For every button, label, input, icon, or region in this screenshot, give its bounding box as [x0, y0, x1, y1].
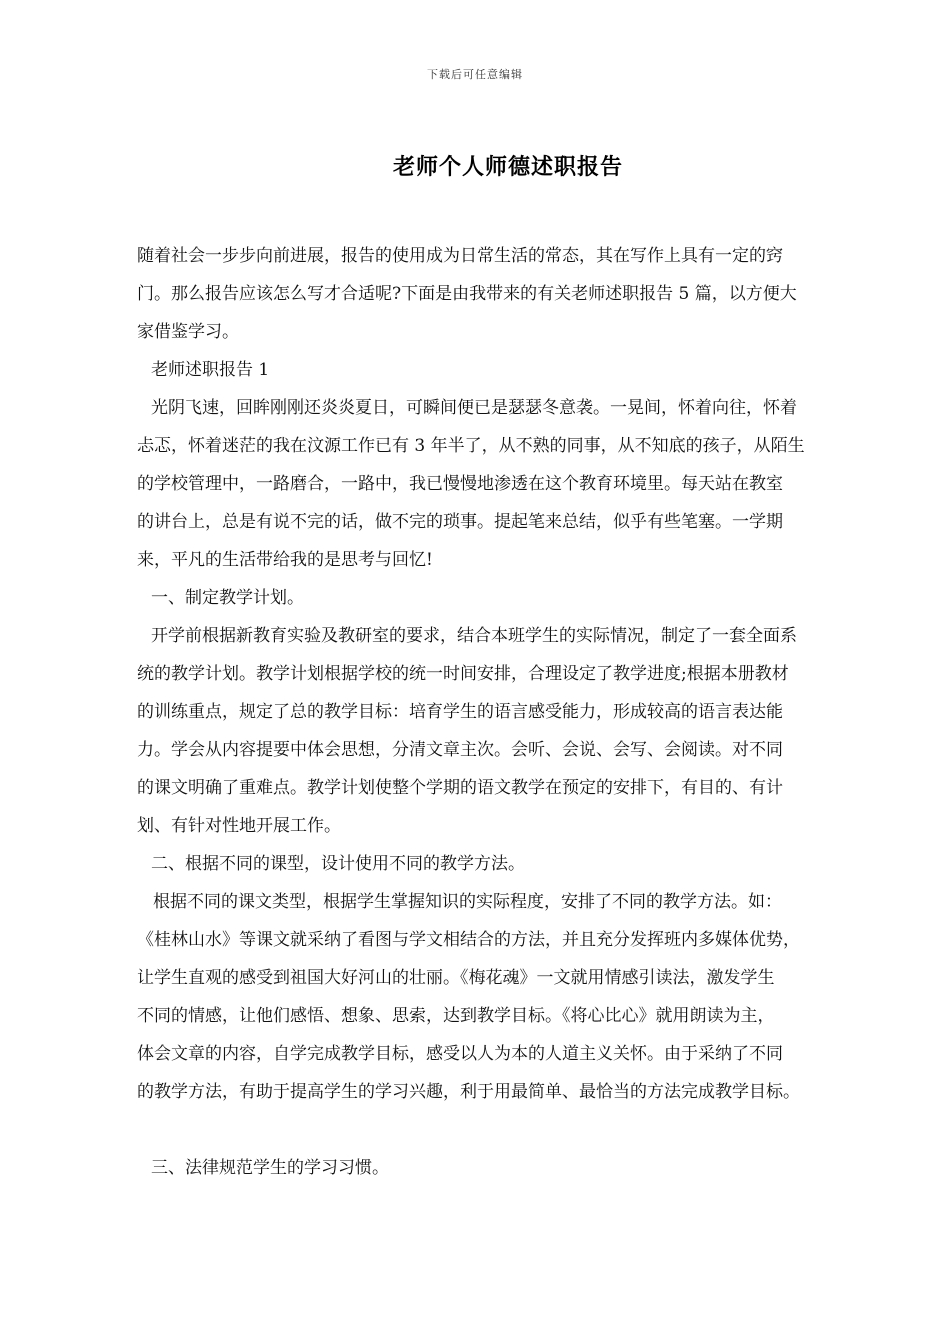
section-heading-1: 一、制定教学计划。 [151, 588, 304, 608]
para2-line-1: 开学前根据新教育实验及教研室的要求，结合本班学生的实际情况，制定了一套全面系 [151, 626, 797, 646]
para3-line-2: 《桂林山水》等课文就采纳了看图与学文相结合的方法，并且充分发挥班内多媒体优势， [137, 930, 800, 950]
para1-line-4: 的讲台上，总是有说不完的话，做不完的琐事。提起笔来总结，似乎有些笔塞。一学期 [137, 512, 783, 532]
intro-line-3: 家借鉴学习。 [137, 322, 239, 342]
para2-line-6: 划、有针对性地开展工作。 [137, 816, 341, 836]
para2-line-5: 的课文明确了重难点。教学计划使整个学期的语文教学在预定的安排下，有目的、有计 [137, 778, 783, 798]
document-title: 老师个人师德述职报告 [392, 154, 623, 180]
para3-line-1: 根据不同的课文类型，根据学生掌握知识的实际程度，安排了不同的教学方法。如： [153, 892, 782, 912]
para2-line-2: 统的教学计划。教学计划根据学校的统一时间安排，合理设定了教学进度;根据本册教材 [137, 664, 789, 684]
para3-line-3: 让学生直观的感受到祖国大好河山的壮丽。《梅花魂》一文就用情感引读法，激发学生 [137, 968, 775, 988]
para1-line-3: 的学校管理中，一路磨合，一路中，我已慢慢地渗透在这个教育环境里。每天站在教室 [137, 474, 783, 494]
blank-line [137, 1111, 897, 1149]
section-heading-3: 三、法律规范学生的学习习惯。 [151, 1158, 389, 1178]
para3-line-6: 的教学方法，有助于提高学生的学习兴趣，利于用最简单、最恰当的方法完成教学目标。 [137, 1082, 800, 1102]
para1-line-5: 来，平凡的生活带给我的是思考与回忆! [137, 550, 433, 570]
para2-line-3: 的训练重点，规定了总的教学目标：培育学生的语言感受能力，形成较高的语言表达能 [137, 702, 783, 722]
intro-line-2: 门。那么报告应该怎么写才合适呢?下面是由我带来的有关老师述职报告 5 篇，以方便大 [137, 284, 797, 304]
para1-line-1: 光阴飞速，回眸刚刚还炎炎夏日，可瞬间便已是瑟瑟冬意袭。一晃间，怀着向往，怀着 [151, 398, 797, 418]
page-header-note: 下载后可任意编辑 [427, 68, 523, 81]
document-body [137, 237, 897, 1187]
section-heading-2: 二、根据不同的课型，设计使用不同的教学方法。 [151, 854, 525, 874]
para2-line-4: 力。学会从内容提要中体会思想，分清文章主次。会听、会说、会写、会阅读。对不同 [137, 740, 783, 760]
report-heading: 老师述职报告 1 [151, 360, 270, 380]
intro-line-1: 随着社会一步步向前进展，报告的使用成为日常生活的常态，其在写作上具有一定的窍 [137, 246, 783, 266]
para3-line-4: 不同的情感，让他们感悟、想象、思索，达到教学目标。《将心比心》就用朗读为主， [137, 1006, 775, 1026]
para1-line-2: 忐忑，怀着迷茫的我在汶源工作已有 3 年半了，从不熟的同事，从不知底的孩子，从陌生 [137, 436, 805, 456]
para3-line-5: 体会文章的内容，自学完成教学目标，感受以人为本的人道主义关怀。由于采纳了不同 [137, 1044, 783, 1064]
